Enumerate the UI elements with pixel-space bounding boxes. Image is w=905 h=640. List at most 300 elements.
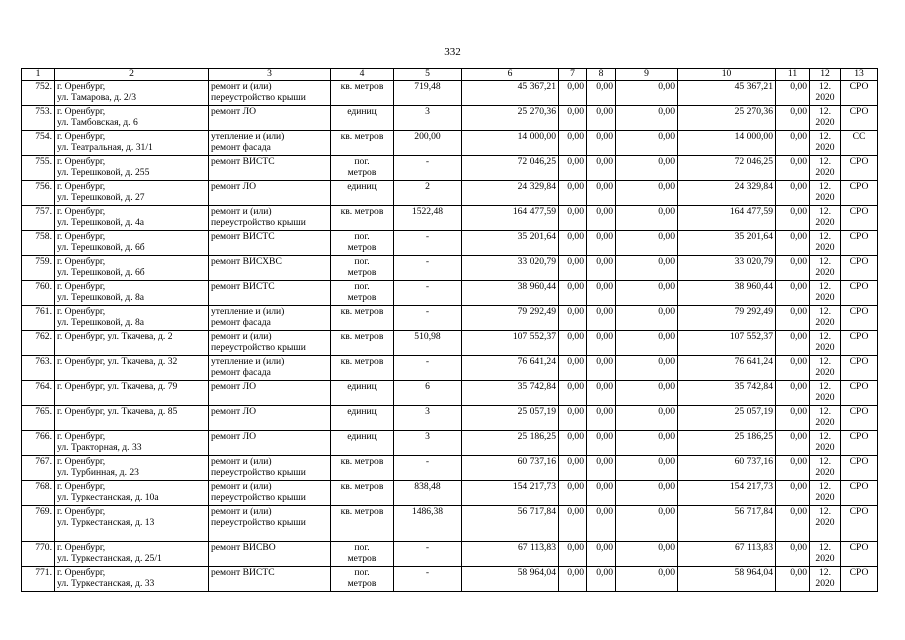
row-number <box>22 206 55 231</box>
deadline-cell <box>810 81 841 106</box>
work-type-cell <box>209 567 331 592</box>
address-cell-line-1: г. Оренбург, <box>57 506 106 517</box>
cost-total-cell <box>462 567 559 592</box>
deadline-cell-line-2: 2020 <box>815 492 835 503</box>
cost-col11-cell <box>776 431 810 456</box>
work-type-cell-line-2: ремонт фасада <box>211 142 271 153</box>
cost-col7-cell <box>559 381 587 406</box>
address-cell <box>55 506 209 542</box>
cost-col9-cell <box>616 181 678 206</box>
unit-cell <box>331 331 394 356</box>
row-number-line-1: 765. <box>35 406 52 417</box>
method-cell-line-1: СРО <box>849 481 869 492</box>
unit-cell-line-2: метров <box>347 242 377 253</box>
address-cell <box>55 481 209 506</box>
work-type-cell-line-2: переустройство крыши <box>211 342 306 353</box>
deadline-cell <box>810 506 841 542</box>
deadline-cell-line-1: 12. <box>819 567 831 578</box>
work-type-cell-line-1: утепление и (или) <box>211 131 285 142</box>
cost-col7-cell <box>559 256 587 281</box>
page-number: 332 <box>444 46 461 58</box>
method-cell <box>841 206 878 231</box>
cost-total-cell <box>462 456 559 481</box>
method-cell <box>841 542 878 567</box>
table-row <box>22 381 878 406</box>
cost-col11-cell <box>776 206 810 231</box>
method-cell-line-1: СРО <box>849 106 869 117</box>
work-type-cell-line-1: ремонт и (или) <box>211 506 272 517</box>
unit-cell-line-1: кв. метров <box>340 206 384 217</box>
work-type-cell-line-1: ремонт ЛО <box>211 106 257 117</box>
cost-total-cell <box>462 431 559 456</box>
deadline-cell-line-2: 2020 <box>815 117 835 128</box>
deadline-cell-line-1: 12. <box>819 156 831 167</box>
cost-total-cell <box>462 281 559 306</box>
cost-total-cell <box>462 181 559 206</box>
deadline-cell-line-1: 12. <box>819 331 831 342</box>
method-cell <box>841 506 878 542</box>
work-type-cell-line-1: утепление и (или) <box>211 356 285 367</box>
cost-col11-cell <box>776 356 810 381</box>
cost-col9-cell-line-1: 0,00 <box>658 281 675 292</box>
cost-col11-cell-line-1: 0,00 <box>790 81 807 92</box>
cost-col10-cell <box>678 381 776 406</box>
cost-col11-cell-line-1: 0,00 <box>790 406 807 417</box>
cost-col8-cell-line-1: 0,00 <box>596 356 613 367</box>
cost-col8-cell-line-1: 0,00 <box>596 131 613 142</box>
unit-cell <box>331 131 394 156</box>
unit-cell-line-1: единиц <box>347 181 377 192</box>
cost-col11-cell-line-1: 0,00 <box>790 156 807 167</box>
row-number-line-1: 771. <box>35 567 52 578</box>
unit-cell-line-1: единиц <box>347 106 377 117</box>
cost-col11-cell-line-1: 0,00 <box>790 431 807 442</box>
cost-col9-cell-line-1: 0,00 <box>658 456 675 467</box>
cost-col11-cell-line-1: 0,00 <box>790 281 807 292</box>
cost-col10-cell-line-1: 25 186,25 <box>734 431 773 442</box>
cost-col10-cell-line-1: 24 329,84 <box>734 181 773 192</box>
volume-cell-line-1: - <box>425 156 430 167</box>
address-cell <box>55 206 209 231</box>
address-cell-line-2: ул. Тамбовская, д. 6 <box>57 117 138 128</box>
address-cell-line-1: г. Оренбург, <box>57 81 106 92</box>
work-type-cell-line-1: ремонт и (или) <box>211 481 272 492</box>
method-cell <box>841 106 878 131</box>
address-cell <box>55 542 209 567</box>
work-type-cell <box>209 431 331 456</box>
deadline-cell <box>810 256 841 281</box>
row-number <box>22 406 55 431</box>
cost-total-cell-line-1: 35 742,84 <box>517 381 556 392</box>
cost-col10-cell <box>678 481 776 506</box>
address-cell-line-2: ул. Терешковой, д. 6б <box>57 242 145 253</box>
address-cell <box>55 381 209 406</box>
unit-cell-line-1: единиц <box>347 381 377 392</box>
method-cell <box>841 256 878 281</box>
volume-cell <box>394 331 462 356</box>
cost-total-cell-line-1: 56 717,84 <box>517 506 556 517</box>
row-number-line-1: 763. <box>35 356 52 367</box>
cost-col7-cell <box>559 542 587 567</box>
table-row <box>22 81 878 106</box>
unit-cell-line-2: метров <box>347 267 377 278</box>
method-cell <box>841 381 878 406</box>
address-cell-line-1: г. Оренбург, <box>57 567 106 578</box>
cost-col11-cell-line-1: 0,00 <box>790 331 807 342</box>
unit-cell-line-1: пог. <box>354 281 370 292</box>
cost-col11-cell <box>776 456 810 481</box>
address-cell-line-1: г. Оренбург, ул. Ткачева, д. 79 <box>57 381 178 392</box>
unit-cell <box>331 506 394 542</box>
column-header-13: 13 <box>841 69 878 81</box>
address-cell <box>55 306 209 331</box>
cost-col8-cell <box>587 131 616 156</box>
deadline-cell-line-2: 2020 <box>815 417 835 428</box>
unit-cell-line-2: метров <box>347 553 377 564</box>
method-cell-line-1: СРО <box>849 542 869 553</box>
work-type-cell-line-1: ремонт ВИСТС <box>211 567 275 578</box>
row-number <box>22 131 55 156</box>
volume-cell-line-1: - <box>425 231 430 242</box>
unit-cell <box>331 456 394 481</box>
work-type-cell-line-2: переустройство крыши <box>211 217 306 228</box>
cost-col8-cell <box>587 306 616 331</box>
deadline-cell <box>810 106 841 131</box>
cost-col8-cell-line-1: 0,00 <box>596 481 613 492</box>
address-cell-line-2: ул. Терешковой, д. 255 <box>57 167 150 178</box>
cost-col11-cell-line-1: 0,00 <box>790 106 807 117</box>
cost-col7-cell-line-1: 0,00 <box>567 131 584 142</box>
column-header-11: 11 <box>776 69 810 81</box>
address-cell-line-2: ул. Туркестанская, д. 13 <box>57 517 155 528</box>
cost-col10-cell <box>678 156 776 181</box>
cost-col9-cell-line-1: 0,00 <box>658 406 675 417</box>
volume-cell-line-1: 3 <box>425 406 430 417</box>
cost-col10-cell <box>678 567 776 592</box>
cost-col11-cell-line-1: 0,00 <box>790 381 807 392</box>
cost-col9-cell <box>616 542 678 567</box>
deadline-cell-line-2: 2020 <box>815 342 835 353</box>
cost-total-cell <box>462 406 559 431</box>
row-number-line-1: 761. <box>35 306 52 317</box>
volume-cell-line-1: 3 <box>425 431 430 442</box>
cost-col8-cell-line-1: 0,00 <box>596 381 613 392</box>
cost-col7-cell-line-1: 0,00 <box>567 481 584 492</box>
deadline-cell-line-2: 2020 <box>815 517 835 528</box>
cost-col9-cell-line-1: 0,00 <box>658 106 675 117</box>
cost-col10-cell-line-1: 72 046,25 <box>734 156 773 167</box>
volume-cell <box>394 306 462 331</box>
cost-col10-cell-line-1: 60 737,16 <box>734 456 773 467</box>
method-cell <box>841 331 878 356</box>
deadline-cell <box>810 231 841 256</box>
work-type-cell-line-1: ремонт ВИСТС <box>211 231 275 242</box>
volume-cell <box>394 156 462 181</box>
row-number <box>22 481 55 506</box>
address-cell-line-1: г. Оренбург, ул. Ткачева, д. 32 <box>57 356 178 367</box>
cost-col7-cell-line-1: 0,00 <box>567 456 584 467</box>
cost-col10-cell-line-1: 67 113,83 <box>734 542 773 553</box>
deadline-cell-line-2: 2020 <box>815 292 835 303</box>
cost-col7-cell-line-1: 0,00 <box>567 406 584 417</box>
unit-cell <box>331 481 394 506</box>
address-cell-line-1: г. Оренбург, <box>57 542 106 553</box>
address-cell-line-1: г. Оренбург, <box>57 481 106 492</box>
deadline-cell-line-1: 12. <box>819 231 831 242</box>
cost-col9-cell <box>616 381 678 406</box>
volume-cell-line-1: - <box>425 567 430 578</box>
cost-col11-cell <box>776 231 810 256</box>
deadline-cell <box>810 306 841 331</box>
method-cell-line-1: СРО <box>849 331 869 342</box>
column-header-8: 8 <box>587 69 616 81</box>
deadline-cell-line-1: 12. <box>819 542 831 553</box>
unit-cell-line-1: кв. метров <box>340 331 384 342</box>
column-header-9: 9 <box>616 69 678 81</box>
address-cell <box>55 331 209 356</box>
column-header-5: 5 <box>394 69 462 81</box>
row-number <box>22 456 55 481</box>
cost-col7-cell-line-1: 0,00 <box>567 256 584 267</box>
cost-col9-cell-line-1: 0,00 <box>658 206 675 217</box>
deadline-cell-line-1: 12. <box>819 406 831 417</box>
deadline-cell-line-1: 12. <box>819 481 831 492</box>
deadline-cell-line-1: 12. <box>819 281 831 292</box>
method-cell <box>841 81 878 106</box>
cost-col10-cell <box>678 231 776 256</box>
method-cell <box>841 567 878 592</box>
deadline-cell-line-1: 12. <box>819 381 831 392</box>
unit-cell <box>331 231 394 256</box>
table-row <box>22 256 878 281</box>
method-cell-line-1: СРО <box>849 306 869 317</box>
row-number-line-1: 758. <box>35 231 52 242</box>
deadline-cell-line-1: 12. <box>819 506 831 517</box>
cost-col7-cell <box>559 281 587 306</box>
header-row <box>22 69 878 81</box>
deadline-cell <box>810 431 841 456</box>
unit-cell <box>331 206 394 231</box>
cost-col7-cell-line-1: 0,00 <box>567 231 584 242</box>
cost-col11-cell-line-1: 0,00 <box>790 356 807 367</box>
cost-col8-cell-line-1: 0,00 <box>596 281 613 292</box>
cost-col9-cell <box>616 206 678 231</box>
cost-col11-cell-line-1: 0,00 <box>790 456 807 467</box>
cost-col7-cell <box>559 431 587 456</box>
cost-col9-cell-line-1: 0,00 <box>658 181 675 192</box>
address-cell <box>55 156 209 181</box>
cost-col11-cell <box>776 542 810 567</box>
cost-col9-cell <box>616 356 678 381</box>
cost-col10-cell-line-1: 154 217,73 <box>729 481 773 492</box>
deadline-cell <box>810 181 841 206</box>
cost-col10-cell <box>678 206 776 231</box>
address-cell-line-2: ул. Туркестанская, д. 25/1 <box>57 553 162 564</box>
row-number-line-1: 762. <box>35 331 52 342</box>
cost-col10-cell-line-1: 35 742,84 <box>734 381 773 392</box>
work-type-cell-line-1: ремонт ВИСВО <box>211 542 276 553</box>
work-type-cell <box>209 181 331 206</box>
address-cell-line-1: г. Оренбург, <box>57 306 106 317</box>
unit-cell-line-1: кв. метров <box>340 506 384 517</box>
cost-col10-cell-line-1: 58 964,04 <box>734 567 773 578</box>
address-cell-line-1: г. Оренбург, <box>57 206 106 217</box>
address-cell <box>55 406 209 431</box>
cost-col10-cell <box>678 331 776 356</box>
cost-col9-cell-line-1: 0,00 <box>658 306 675 317</box>
volume-cell-line-1: - <box>425 281 430 292</box>
deadline-cell-line-2: 2020 <box>815 167 835 178</box>
unit-cell-line-1: кв. метров <box>340 356 384 367</box>
work-type-cell-line-1: ремонт ЛО <box>211 381 257 392</box>
deadline-cell <box>810 381 841 406</box>
cost-col8-cell <box>587 506 616 542</box>
work-type-cell <box>209 256 331 281</box>
row-number <box>22 256 55 281</box>
table-row <box>22 542 878 567</box>
unit-cell <box>331 567 394 592</box>
cost-col9-cell <box>616 431 678 456</box>
cost-col7-cell <box>559 331 587 356</box>
cost-total-cell-line-1: 107 552,37 <box>512 331 556 342</box>
row-number-line-1: 756. <box>35 181 52 192</box>
method-cell <box>841 456 878 481</box>
cost-col8-cell <box>587 356 616 381</box>
unit-cell-line-1: кв. метров <box>340 456 384 467</box>
cost-col10-cell <box>678 306 776 331</box>
work-type-cell-line-1: ремонт ЛО <box>211 406 257 417</box>
cost-total-cell <box>462 481 559 506</box>
method-cell <box>841 481 878 506</box>
row-number-line-1: 770. <box>35 542 52 553</box>
unit-cell-line-1: единиц <box>347 406 377 417</box>
cost-col9-cell-line-1: 0,00 <box>658 567 675 578</box>
address-cell <box>55 256 209 281</box>
cost-col8-cell-line-1: 0,00 <box>596 106 613 117</box>
cost-col10-cell-line-1: 38 960,44 <box>734 281 773 292</box>
cost-col9-cell-line-1: 0,00 <box>658 431 675 442</box>
unit-cell-line-1: пог. <box>354 256 370 267</box>
table-row <box>22 181 878 206</box>
cost-total-cell-line-1: 25 186,25 <box>517 431 556 442</box>
deadline-cell <box>810 356 841 381</box>
address-cell-line-1: г. Оренбург, <box>57 231 106 242</box>
volume-cell-line-1: 1522,48 <box>411 206 444 217</box>
work-type-cell <box>209 331 331 356</box>
column-header-12: 12 <box>810 69 841 81</box>
address-cell <box>55 281 209 306</box>
cost-col7-cell-line-1: 0,00 <box>567 81 584 92</box>
table-row <box>22 281 878 306</box>
row-number-line-1: 767. <box>35 456 52 467</box>
volume-cell <box>394 481 462 506</box>
deadline-cell <box>810 406 841 431</box>
work-type-cell <box>209 406 331 431</box>
cost-col11-cell <box>776 506 810 542</box>
deadline-cell-line-2: 2020 <box>815 317 835 328</box>
cost-col10-cell-line-1: 25 270,36 <box>734 106 773 117</box>
cost-total-cell-line-1: 76 641,24 <box>517 356 556 367</box>
cost-col7-cell <box>559 567 587 592</box>
deadline-cell <box>810 206 841 231</box>
row-number <box>22 506 55 542</box>
cost-col7-cell <box>559 356 587 381</box>
table-row <box>22 156 878 181</box>
work-type-cell-line-1: ремонт ВИСТС <box>211 156 275 167</box>
cost-col10-cell <box>678 256 776 281</box>
cost-col10-cell <box>678 81 776 106</box>
deadline-cell-line-2: 2020 <box>815 142 835 153</box>
repair-schedule-table <box>21 68 878 592</box>
method-cell <box>841 406 878 431</box>
cost-total-cell <box>462 506 559 542</box>
work-type-cell-line-1: ремонт и (или) <box>211 331 272 342</box>
volume-cell <box>394 567 462 592</box>
method-cell-line-1: СРО <box>849 506 869 517</box>
cost-col7-cell-line-1: 0,00 <box>567 331 584 342</box>
cost-col10-cell <box>678 456 776 481</box>
volume-cell <box>394 256 462 281</box>
cost-col9-cell-line-1: 0,00 <box>658 331 675 342</box>
work-type-cell-line-1: ремонт ВИСХВС <box>211 256 282 267</box>
address-cell <box>55 356 209 381</box>
cost-col11-cell-line-1: 0,00 <box>790 567 807 578</box>
work-type-cell <box>209 456 331 481</box>
volume-cell <box>394 542 462 567</box>
cost-col8-cell <box>587 256 616 281</box>
work-type-cell <box>209 542 331 567</box>
method-cell <box>841 431 878 456</box>
address-cell-line-1: г. Оренбург, ул. Ткачева, д. 85 <box>57 406 178 417</box>
method-cell-line-1: СРО <box>849 256 869 267</box>
cost-col10-cell-line-1: 76 641,24 <box>734 356 773 367</box>
volume-cell-line-1: 838,48 <box>414 481 441 492</box>
cost-total-cell <box>462 331 559 356</box>
cost-col8-cell-line-1: 0,00 <box>596 231 613 242</box>
method-cell-line-1: СРО <box>849 381 869 392</box>
method-cell <box>841 181 878 206</box>
row-number <box>22 231 55 256</box>
table-body <box>22 81 878 592</box>
row-number-line-1: 753. <box>35 106 52 117</box>
volume-cell <box>394 506 462 542</box>
cost-col8-cell <box>587 106 616 131</box>
method-cell-line-1: СРО <box>849 231 869 242</box>
row-number-line-1: 766. <box>35 431 52 442</box>
work-type-cell <box>209 81 331 106</box>
cost-total-cell-line-1: 60 737,16 <box>517 456 556 467</box>
unit-cell-line-2: метров <box>347 292 377 303</box>
table-row <box>22 567 878 592</box>
work-type-cell <box>209 231 331 256</box>
method-cell-line-1: СРО <box>849 431 869 442</box>
unit-cell-line-2: метров <box>347 578 377 589</box>
row-number-line-1: 759. <box>35 256 52 267</box>
method-cell-line-1: СРО <box>849 356 869 367</box>
work-type-cell-line-2: переустройство крыши <box>211 517 306 528</box>
work-type-cell <box>209 506 331 542</box>
address-cell-line-1: г. Оренбург, ул. Ткачева, д. 2 <box>57 331 173 342</box>
volume-cell-line-1: 2 <box>425 181 430 192</box>
cost-col11-cell <box>776 481 810 506</box>
cost-col10-cell-line-1: 79 292,49 <box>734 306 773 317</box>
row-number-line-1: 760. <box>35 281 52 292</box>
work-type-cell-line-2: переустройство крыши <box>211 92 306 103</box>
unit-cell <box>331 81 394 106</box>
unit-cell <box>331 281 394 306</box>
method-cell-line-1: СРО <box>849 406 869 417</box>
work-type-cell <box>209 156 331 181</box>
